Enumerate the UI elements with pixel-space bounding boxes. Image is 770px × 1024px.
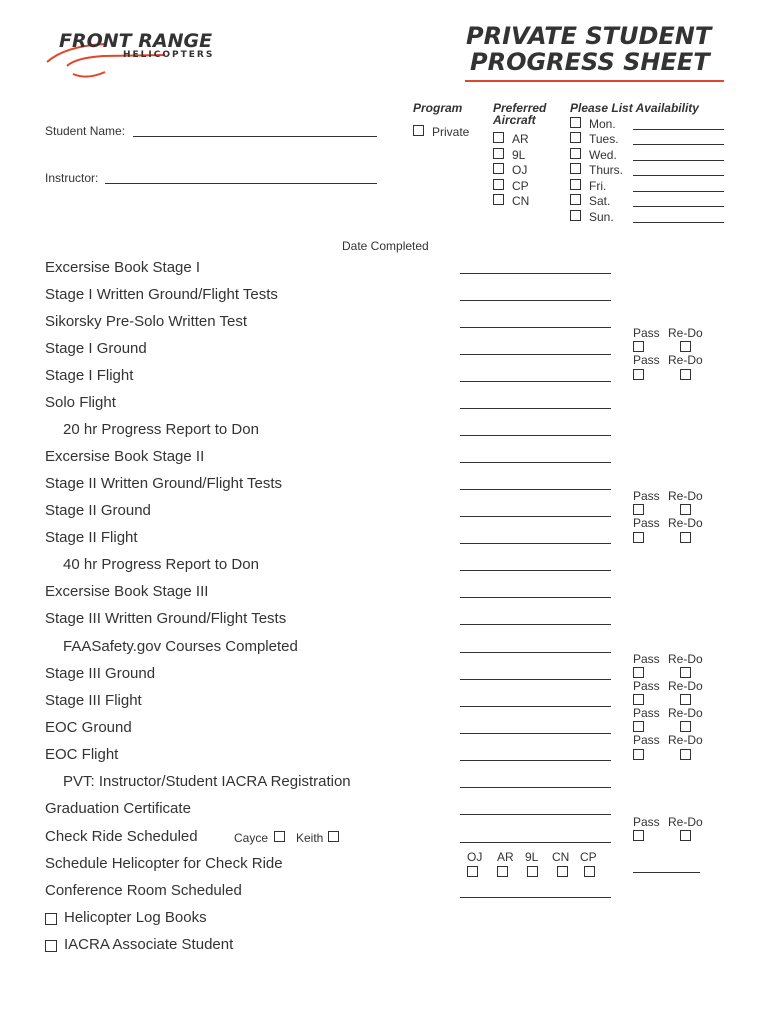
redo-checkbox[interactable]	[680, 532, 691, 543]
availability-tues-label: Tues.	[589, 132, 619, 146]
item-stage-1-ground: Stage I Ground	[45, 340, 147, 357]
availability-mon-field[interactable]	[633, 129, 724, 130]
program-private-checkbox[interactable]	[413, 125, 424, 136]
aircraft-header-line1: Preferred	[493, 101, 547, 115]
pass-checkbox[interactable]	[633, 341, 644, 352]
item-excersise-book-stage-1: Excersise Book Stage I	[45, 259, 201, 276]
redo-checkbox[interactable]	[680, 749, 691, 760]
pass-label: Pass	[633, 815, 660, 829]
aircraft-ar-label: AR	[512, 132, 529, 146]
checkride-aircraft-ar-label: AR	[497, 850, 514, 864]
item-check-ride-scheduled: Check Ride Scheduled	[45, 828, 198, 845]
student-name-field[interactable]	[133, 136, 377, 137]
date-field-16[interactable]	[460, 679, 611, 680]
checkride-aircraft-cp-label: CP	[580, 850, 597, 864]
availability-thurs-field[interactable]	[633, 175, 724, 176]
redo-checkbox[interactable]	[680, 341, 691, 352]
pass-checkbox[interactable]	[633, 504, 644, 515]
instructor-label: Instructor:	[45, 171, 99, 185]
item-graduation-certificate: Graduation Certificate	[45, 800, 191, 817]
availability-fri-checkbox[interactable]	[570, 179, 581, 190]
student-name-label: Student Name:	[45, 124, 126, 138]
date-field-6[interactable]	[460, 408, 611, 409]
examiner-cayce-label: Cayce	[234, 831, 269, 845]
availability-wed-checkbox[interactable]	[570, 148, 581, 159]
item-conference-room: Conference Room Scheduled	[45, 882, 242, 899]
aircraft-9l-label: 9L	[512, 148, 526, 162]
availability-sat-checkbox[interactable]	[570, 194, 581, 205]
checkride-aircraft-cn-label: CN	[552, 850, 570, 864]
item-stage-1-written-tests: Stage I Written Ground/Flight Tests	[45, 286, 278, 303]
date-field-17[interactable]	[460, 706, 611, 707]
date-field-19[interactable]	[460, 760, 611, 761]
pass-label: Pass	[633, 516, 660, 530]
aircraft-cp-checkbox[interactable]	[493, 179, 504, 190]
program-private-label: Private	[432, 125, 470, 139]
pass-label: Pass	[633, 353, 660, 367]
item-eoc-ground: EOC Ground	[45, 719, 132, 736]
date-field-9[interactable]	[460, 489, 611, 490]
availability-sun-label: Sun.	[589, 210, 614, 224]
date-field-3[interactable]	[460, 327, 611, 328]
checkride-aircraft-cn-checkbox[interactable]	[557, 866, 568, 877]
pass-checkbox[interactable]	[633, 721, 644, 732]
date-field-2[interactable]	[460, 300, 611, 301]
availability-thurs-label: Thurs.	[589, 163, 624, 177]
item-stage-2-ground: Stage II Ground	[45, 502, 151, 519]
pass-checkbox[interactable]	[633, 532, 644, 543]
date-field-13[interactable]	[460, 597, 611, 598]
instructor-field[interactable]	[105, 183, 377, 184]
iacra-associate-checkbox[interactable]	[45, 940, 57, 952]
date-field-22[interactable]	[460, 842, 611, 843]
availability-tues-field[interactable]	[633, 144, 724, 145]
pass-label: Pass	[633, 706, 660, 720]
availability-thurs-checkbox[interactable]	[570, 163, 581, 174]
examiner-keith-checkbox[interactable]	[328, 831, 339, 842]
date-field-10[interactable]	[460, 516, 611, 517]
aircraft-oj-checkbox[interactable]	[493, 163, 504, 174]
logo-text-helicopters: HELICOPTERS	[123, 50, 215, 60]
item-sikorsky-pre-solo: Sikorsky Pre-Solo Written Test	[45, 313, 248, 330]
item-stage-3-ground: Stage III Ground	[45, 665, 156, 682]
availability-sun-field[interactable]	[633, 222, 724, 223]
availability-mon-checkbox[interactable]	[570, 117, 581, 128]
aircraft-header-line2: Aircraft	[493, 113, 536, 127]
availability-sat-label: Sat.	[589, 194, 611, 208]
checkride-aircraft-oj-label: OJ	[467, 850, 483, 864]
date-field-15[interactable]	[460, 652, 611, 653]
redo-label: Re-Do	[668, 489, 703, 503]
availability-sun-checkbox[interactable]	[570, 210, 581, 221]
examiner-keith-label: Keith	[296, 831, 324, 845]
checkride-aircraft-oj-checkbox[interactable]	[467, 866, 478, 877]
item-stage-2-written-tests: Stage II Written Ground/Flight Tests	[45, 475, 283, 492]
checkride-helicopter-field[interactable]	[633, 872, 700, 873]
availability-sat-field[interactable]	[633, 206, 724, 207]
item-stage-3-written-tests: Stage III Written Ground/Flight Tests	[45, 610, 287, 627]
availability-header: Please List Availability	[570, 101, 699, 115]
date-field-4[interactable]	[460, 354, 611, 355]
aircraft-9l-checkbox[interactable]	[493, 148, 504, 159]
pass-checkbox[interactable]	[633, 694, 644, 705]
page-title-line2: PROGRESS SHEET	[470, 48, 710, 76]
redo-label: Re-Do	[668, 652, 703, 666]
title-underline	[465, 80, 724, 82]
item-schedule-helicopter: Schedule Helicopter for Check Ride	[45, 855, 283, 872]
availability-wed-label: Wed.	[589, 148, 617, 162]
date-field-14[interactable]	[460, 624, 611, 625]
item-excersise-book-stage-2: Excersise Book Stage II	[45, 448, 205, 465]
checkride-aircraft-9l-checkbox[interactable]	[527, 866, 538, 877]
pass-label: Pass	[633, 733, 660, 747]
item-faasafety-courses: FAASafety.gov Courses Completed	[63, 638, 298, 655]
pass-label: Pass	[633, 652, 660, 666]
redo-checkbox[interactable]	[680, 830, 691, 841]
pass-checkbox[interactable]	[633, 830, 644, 841]
logo-text-front-range: FRONT RANGE	[59, 30, 213, 52]
date-field-12[interactable]	[460, 570, 611, 571]
item-stage-1-flight: Stage I Flight	[45, 367, 134, 384]
redo-label: Re-Do	[668, 326, 703, 340]
program-header: Program	[413, 101, 463, 115]
redo-checkbox[interactable]	[680, 504, 691, 515]
item-eoc-flight: EOC Flight	[45, 746, 119, 763]
date-completed-header: Date Completed	[342, 239, 429, 253]
pass-checkbox[interactable]	[633, 667, 644, 678]
checkride-aircraft-9l-label: 9L	[525, 850, 539, 864]
date-field-20[interactable]	[460, 787, 611, 788]
availability-tues-checkbox[interactable]	[570, 132, 581, 143]
item-iacra-associate: IACRA Associate Student	[64, 936, 234, 953]
pass-label: Pass	[633, 679, 660, 693]
helicopter-log-books-checkbox[interactable]	[45, 913, 57, 925]
item-stage-2-flight: Stage II Flight	[45, 529, 138, 546]
redo-label: Re-Do	[668, 679, 703, 693]
redo-checkbox[interactable]	[680, 667, 691, 678]
checkride-aircraft-cp-checkbox[interactable]	[584, 866, 595, 877]
aircraft-cn-checkbox[interactable]	[493, 194, 504, 205]
date-field-18[interactable]	[460, 733, 611, 734]
item-stage-3-flight: Stage III Flight	[45, 692, 142, 709]
pass-checkbox[interactable]	[633, 369, 644, 380]
item-helicopter-log-books: Helicopter Log Books	[64, 909, 207, 926]
redo-label: Re-Do	[668, 516, 703, 530]
redo-checkbox[interactable]	[680, 694, 691, 705]
date-field-11[interactable]	[460, 543, 611, 544]
item-20hr-progress-report: 20 hr Progress Report to Don	[63, 421, 259, 438]
item-excersise-book-stage-3: Excersise Book Stage III	[45, 583, 209, 600]
examiner-cayce-checkbox[interactable]	[274, 831, 285, 842]
availability-mon-label: Mon.	[589, 117, 616, 131]
date-field-5[interactable]	[460, 381, 611, 382]
aircraft-ar-checkbox[interactable]	[493, 132, 504, 143]
pass-label: Pass	[633, 489, 660, 503]
redo-checkbox[interactable]	[680, 369, 691, 380]
redo-label: Re-Do	[668, 733, 703, 747]
redo-checkbox[interactable]	[680, 721, 691, 732]
checkride-aircraft-ar-checkbox[interactable]	[497, 866, 508, 877]
pass-checkbox[interactable]	[633, 749, 644, 760]
aircraft-cn-label: CN	[512, 194, 530, 208]
redo-label: Re-Do	[668, 706, 703, 720]
item-pvt-iacra-registration: PVT: Instructor/Student IACRA Registration	[63, 773, 351, 790]
item-40hr-progress-report: 40 hr Progress Report to Don	[63, 556, 259, 573]
date-field-7[interactable]	[460, 435, 611, 436]
availability-wed-field[interactable]	[633, 160, 724, 161]
redo-label: Re-Do	[668, 815, 703, 829]
pass-label: Pass	[633, 326, 660, 340]
aircraft-cp-label: CP	[512, 179, 529, 193]
date-field-1[interactable]	[460, 273, 611, 274]
company-logo	[45, 28, 235, 84]
page-title-line1: PRIVATE STUDENT	[466, 22, 712, 50]
redo-label: Re-Do	[668, 353, 703, 367]
date-field-21[interactable]	[460, 814, 611, 815]
date-field-8[interactable]	[460, 462, 611, 463]
aircraft-oj-label: OJ	[512, 163, 528, 177]
date-field-24[interactable]	[460, 897, 611, 898]
availability-fri-label: Fri.	[589, 179, 607, 193]
item-solo-flight: Solo Flight	[45, 394, 116, 411]
availability-fri-field[interactable]	[633, 191, 724, 192]
